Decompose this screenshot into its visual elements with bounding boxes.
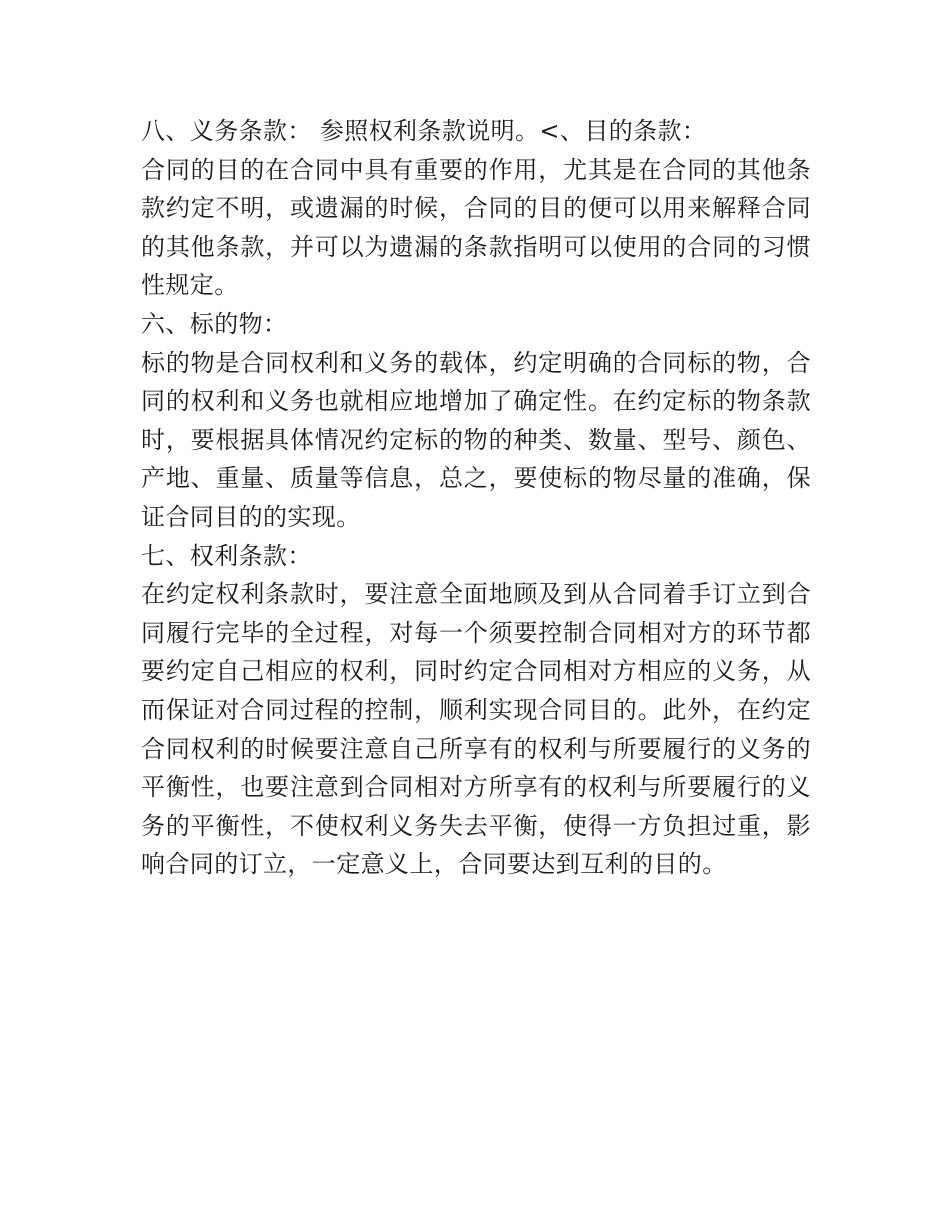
heading-subject-matter: 六、标的物： [141, 309, 288, 338]
heading-obligation-and-purpose-clauses: 八、义务条款： 参照权利条款说明。<、目的条款： [141, 117, 707, 145]
document-body [141, 112, 811, 884]
heading-rights-clause: 七、权利条款： [141, 541, 312, 570]
paragraph-subject-matter: 标的物是合同权利和义务的载体，约定明确的合同标的物，合同的权利和义务也就相应地增加了确定性。在约定标的物条款时，要根据具体情况约定标的物的种类、数量、型号、颜色、产地、重量、质量等信息，总之，要使标的物尽量的准确，保证合同目的的实现。 [141, 348, 811, 531]
paragraph-contract-purpose: 合同的目的在合同中具有重要的作用，尤其是在合同的其他条款约定不明，或遗漏的时候，合同的目的便可以用来解释合同的其他条款，并可以为遗漏的条款指明可以使用的合同的习惯性规定。 [141, 155, 811, 300]
paragraph-rights-clause: 在约定权利条款时，要注意全面地顾及到从合同着手订立到合同履行完毕的全过程，对每一个须要控制合同相对方的环节都要约定自己相应的权利，同时约定合同相对方相应的义务，从而保证对合同过程的控制，顺利实现合同目的。此外，在约定合同权利的时候要注意自己所享有的权利与所要履行的义务的平衡性，也要注意到合同相对方所享有的权利与所要履行的义务的平衡性，不使权利义务失去平衡，使得一方负担过重，影响合同的订立，一定意义上，合同要达到互利的目的。 [141, 580, 811, 879]
